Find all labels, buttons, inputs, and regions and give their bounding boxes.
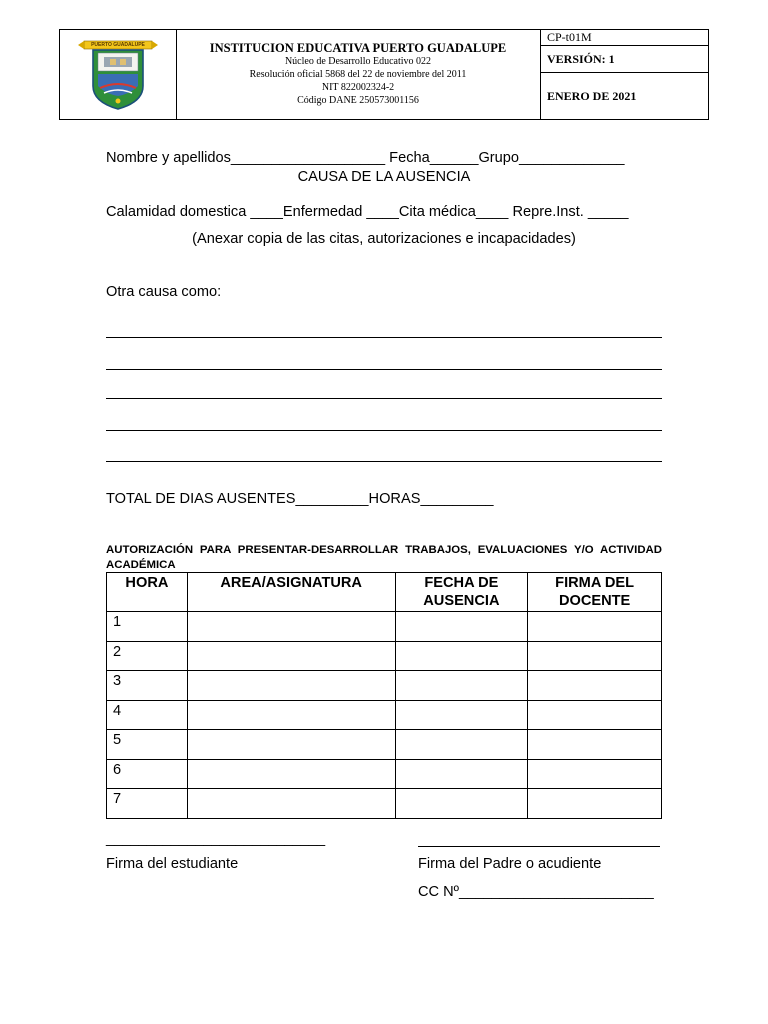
other-cause-label: Otra causa como: [106, 284, 222, 300]
logo-banner-text: PUERTO GUADALUPE [91, 42, 145, 48]
teacher-signature-cell[interactable] [528, 671, 662, 701]
parent-id-field[interactable]: CC Nº________________________ [418, 884, 654, 900]
teacher-signature-cell[interactable] [528, 641, 662, 671]
document-date: ENERO DE 2021 [547, 89, 637, 103]
other-cause-line[interactable] [106, 461, 662, 462]
hour-cell: 2 [107, 641, 188, 671]
absence-date-cell[interactable] [395, 700, 528, 730]
institution-name: INSTITUCION EDUCATIVA PUERTO GUADALUPE [209, 41, 507, 55]
absence-date-cell[interactable] [395, 671, 528, 701]
column-header-area: AREA/ASIGNATURA [187, 573, 395, 612]
absence-date-cell[interactable] [395, 789, 528, 819]
teacher-signature-cell[interactable] [528, 612, 662, 642]
table-row [107, 730, 662, 760]
teacher-signature-cell[interactable] [528, 730, 662, 760]
table-row [107, 789, 662, 819]
document-version: VERSIÓN: 1 [541, 46, 709, 73]
parent-signature-line[interactable] [418, 846, 660, 847]
absence-date-cell[interactable] [395, 759, 528, 789]
nucleo-text: Núcleo de Desarrollo Educativo 022 [284, 56, 432, 67]
hour-cell: 1 [107, 612, 188, 642]
document-code: CP-t01M [541, 30, 709, 46]
teacher-signature-cell[interactable] [528, 700, 662, 730]
document-header [59, 29, 709, 120]
authorization-title: AUTORIZACIÓN PARA PRESENTAR-DESARROLLAR TRABAJOS, EVALUACIONES Y/O ACTIVIDAD ACADÉMICA [106, 544, 662, 571]
other-cause-line[interactable] [106, 430, 662, 431]
nit-text: NIT 822002324-2 [321, 82, 395, 93]
absence-date-cell[interactable] [395, 641, 528, 671]
hour-cell: 3 [107, 671, 188, 701]
student-signature-line[interactable]: ___________________________ [106, 831, 326, 847]
subject-cell[interactable] [187, 730, 395, 760]
subject-cell[interactable] [187, 700, 395, 730]
logo-cell [60, 30, 177, 119]
absence-date-cell[interactable] [395, 612, 528, 642]
hour-cell: 6 [107, 759, 188, 789]
subject-cell[interactable] [187, 789, 395, 819]
cause-heading: CAUSA DE LA AUSENCIA [297, 169, 471, 185]
table-header-row [107, 573, 662, 612]
column-header-firma: FIRMA DEL DOCENTE [528, 573, 662, 612]
hour-cell: 5 [107, 730, 188, 760]
teacher-signature-cell[interactable] [528, 759, 662, 789]
subject-cell[interactable] [187, 671, 395, 701]
column-header-fecha: FECHA DE AUSENCIA [395, 573, 528, 612]
hour-cell: 7 [107, 789, 188, 819]
document-control [541, 30, 709, 119]
absence-date-cell[interactable] [395, 730, 528, 760]
name-date-group-field[interactable]: Nombre y apellidos___________________ Fecha______Grupo_____________ [106, 150, 625, 166]
hour-cell: 4 [107, 700, 188, 730]
cause-options-field[interactable]: Calamidad domestica ____Enfermedad ____Cita médica____ Repre.Inst. _____ [106, 204, 629, 220]
table-row [107, 700, 662, 730]
table-row [107, 759, 662, 789]
resolution-text: Resolución oficial 5868 del 22 de noviembre del 2011 [249, 69, 467, 80]
other-cause-line[interactable] [106, 369, 662, 370]
table-row [107, 612, 662, 642]
dane-code-text: Código DANE 250573001156 [297, 95, 419, 106]
table-row [107, 641, 662, 671]
attachment-note: (Anexar copia de las citas, autorizaciones e incapacidades) [192, 231, 576, 247]
authorization-table [106, 572, 662, 819]
other-cause-line[interactable] [106, 337, 662, 338]
column-header-hora: HORA [107, 573, 188, 612]
table-row [107, 671, 662, 701]
parent-signature-label: Firma del Padre o acudiente [418, 856, 602, 872]
institution-info [176, 30, 541, 119]
student-signature-label: Firma del estudiante [106, 856, 239, 872]
subject-cell[interactable] [187, 612, 395, 642]
subject-cell[interactable] [187, 759, 395, 789]
other-cause-line[interactable] [106, 398, 662, 399]
subject-cell[interactable] [187, 641, 395, 671]
teacher-signature-cell[interactable] [528, 789, 662, 819]
total-absence-field[interactable]: TOTAL DE DIAS AUSENTES_________HORAS_________ [106, 491, 494, 507]
